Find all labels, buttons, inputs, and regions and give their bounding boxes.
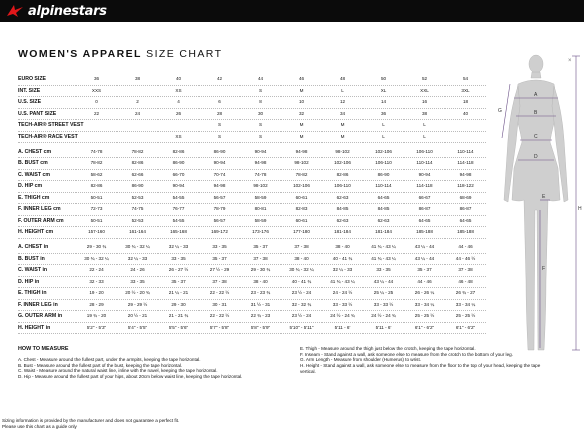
inch-cell: 37 - 38 [445, 265, 486, 277]
cm-cell: 52-53 [117, 215, 158, 227]
cm-cell: 82-86 [158, 147, 199, 158]
inch-cell: 35 - 37 [158, 276, 199, 288]
inch-cell: 26 ¾ - 27 [445, 288, 486, 300]
size-cell: 8 [240, 97, 281, 109]
footnote [2, 418, 179, 429]
inch-cell: 33 - 35 [117, 276, 158, 288]
inch-cell: 30 ¾ - 32 ¼ [281, 265, 322, 277]
size-cell: S [199, 120, 240, 132]
size-cell: 18 [445, 97, 486, 109]
cm-cell: 161-164 [117, 227, 158, 239]
inch-cell: 21 ¼ - 21 [158, 288, 199, 300]
size-cell: 32 [281, 108, 322, 120]
cm-cell: 169-172 [199, 227, 240, 239]
cm-cell: 84-85 [363, 204, 404, 216]
size-cell: 46 [281, 74, 322, 85]
cm-cell: 72-73 [76, 204, 117, 216]
inch-cell: 43 ¼ - 44 [404, 253, 445, 265]
cm-cell: 157-160 [76, 227, 117, 239]
inch-cell: 32 ¼ - 33 [322, 265, 363, 277]
cm-row-label: H. HEIGHT cm [18, 227, 76, 239]
size-row-label: U.S. PANT SIZE [18, 108, 76, 120]
cm-cell: 114-118 [404, 181, 445, 193]
inch-cell: 43 ¼ - 44 [404, 242, 445, 253]
cm-cell: 102-106 [363, 147, 404, 158]
inch-cell: 37 - 38 [199, 276, 240, 288]
size-cell: M [281, 85, 322, 97]
size-cell: L [363, 120, 404, 132]
inch-cell: 24 ½ - 24 ¾ [363, 311, 404, 323]
inch-cell: 44 - 46 ½ [445, 253, 486, 265]
cm-cell: 64-65 [404, 215, 445, 227]
body-measurement-figure [488, 50, 584, 380]
cm-cell: 74-78 [76, 147, 117, 158]
inch-row [18, 265, 486, 277]
brand-logo[interactable] [6, 3, 107, 19]
inch-cell: 29 - 30 [158, 299, 199, 311]
size-cell: 36 [363, 108, 404, 120]
size-row [18, 97, 486, 109]
size-cell [117, 131, 158, 143]
inch-cell: 31 ½ - 31 [240, 299, 281, 311]
inch-cell: 27 ½ - 29 [199, 265, 240, 277]
cm-cell: 78-82 [76, 158, 117, 170]
cm-cell: 94-98 [445, 169, 486, 181]
cm-cell: 114-118 [445, 158, 486, 170]
inch-cell: 26 - 26 ¼ [404, 288, 445, 300]
size-cell: XS [158, 85, 199, 97]
inch-cell: 19 ¾ - 20 [76, 311, 117, 323]
cm-cell: 80-81 [240, 204, 281, 216]
figure-label-c: C [534, 134, 538, 140]
cm-cell: 56-57 [199, 215, 240, 227]
inch-cell: 25 - 25 ½ [404, 311, 445, 323]
size-cell: M [322, 131, 363, 143]
cm-cell: 102-106 [281, 181, 322, 193]
inch-cell: 43 ¼ - 44 [363, 276, 404, 288]
figure-label-g: G [498, 108, 502, 114]
inch-row-label: B. BUST in [18, 253, 76, 265]
cm-row [18, 147, 486, 158]
inch-cell: 5'11 - 6' [322, 322, 363, 334]
cm-cell: 86-87 [404, 204, 445, 216]
inch-cell: 29 - 30 ¾ [76, 242, 117, 253]
inch-cell: 38 - 40 [281, 253, 322, 265]
figure-label-e: E [542, 194, 546, 200]
cm-cell: 90-94 [158, 181, 199, 193]
figure-label-d: D [534, 154, 538, 160]
cm-cell: 50-51 [76, 192, 117, 204]
cm-row [18, 215, 486, 227]
size-cell [158, 120, 199, 132]
inch-row [18, 276, 486, 288]
inch-cell: 29 - 30 ¾ [240, 265, 281, 277]
measure-chest-text: A. Chest - Measure around the fullest part, under the armpits, keeping the tape horizontal. [18, 357, 201, 362]
size-cell: 22 [76, 108, 117, 120]
inch-cell: 6'1" - 6'2" [445, 322, 486, 334]
size-cell: 24 [117, 108, 158, 120]
inch-cell: 33 - 35 [158, 253, 199, 265]
title-light: SIZE CHART [146, 48, 223, 60]
cm-cell: 185-188 [445, 227, 486, 239]
size-chart-table [18, 74, 486, 334]
brand-wordmark: alpinestars [28, 3, 107, 19]
footnote-line-1: Sizing information is provided by the manufacturer and does not guarantee a perfect fit. [2, 418, 180, 423]
inch-cell: 28 - 29 [76, 299, 117, 311]
size-cell: 26 [158, 108, 199, 120]
size-cell: 3XL [445, 85, 486, 97]
inch-row [18, 288, 486, 300]
inch-cell: 40 - 41 ¾ [322, 253, 363, 265]
cm-cell: 62-66 [117, 169, 158, 181]
size-row [18, 74, 486, 85]
cm-cell: 106-110 [404, 147, 445, 158]
cm-cell: 98-102 [322, 147, 363, 158]
size-cell: 12 [322, 97, 363, 109]
inch-cell: 33 - 35 [363, 265, 404, 277]
inch-cell: 20 ½ - 20 ¾ [117, 288, 158, 300]
close-icon[interactable]: × [568, 58, 572, 64]
cm-cell: 62-63 [363, 215, 404, 227]
inch-row-label: C. WAIST in [18, 265, 76, 277]
inch-cell: 35 - 37 [199, 253, 240, 265]
cm-cell: 94-98 [199, 181, 240, 193]
inch-row [18, 322, 486, 334]
size-cell: 10 [281, 97, 322, 109]
size-row [18, 120, 486, 132]
inch-row [18, 299, 486, 311]
size-cell: 0 [76, 97, 117, 109]
inch-cell: 41 ¾ - 43 ¼ [363, 242, 404, 253]
size-cell: L [322, 85, 363, 97]
cm-cell: 58-59 [240, 215, 281, 227]
inch-cell: 25 ¼ - 25 [363, 288, 404, 300]
size-cell: 2 [117, 97, 158, 109]
inch-row-label: G. OUTER ARM in [18, 311, 76, 323]
cm-cell: 50-51 [76, 215, 117, 227]
measure-inseam-text: F. Inseam - Stand against a wall, ask someone else to measure from the crotch to the bottom of your leg. [300, 351, 513, 357]
cm-cell: 64-65 [363, 192, 404, 204]
inch-cell: 44 - 46 [445, 242, 486, 253]
inch-cell: 22 ¾ - 23 [240, 311, 281, 323]
inch-cell: 29 - 29 ½ [117, 299, 158, 311]
inch-cell: 32 ¼ - 33 [158, 242, 199, 253]
inch-cell: 22 - 22 ½ [199, 311, 240, 323]
inch-cell: 30 ¾ - 32 ¼ [76, 253, 117, 265]
size-cell: M [322, 120, 363, 132]
how-to-measure-title: HOW TO MEASURE [18, 346, 69, 352]
inch-cell: 32 ¼ - 33 [117, 253, 158, 265]
measure-arm-text: G. Arm Length - Measure from shoulder (Humerus) to wrist. [300, 357, 422, 363]
size-cell: L [363, 131, 404, 143]
cm-cell: 90-94 [199, 158, 240, 170]
inch-cell: 26 - 27 ½ [158, 265, 199, 277]
measure-thigh-text: E. Thigh - Measure around the thigh just below the crotch, keeping the tape horizontal. [300, 346, 476, 351]
how-to-measure-left [18, 357, 242, 380]
cm-cell: 173-176 [240, 227, 281, 239]
figure-label-b: B [534, 110, 538, 116]
inch-cell: 41 ¾ - 43 ¼ [363, 253, 404, 265]
cm-cell: 86-90 [117, 181, 158, 193]
inch-cell: 22 - 24 [76, 265, 117, 277]
measure-height-text: H. Height - Stand against a wall, ask someone else to measure from the floor to the top of your head, keeping the tape [300, 363, 541, 369]
inch-cell: 33 - 34 ¼ [445, 299, 486, 311]
size-row-label: U.S. SIZE [18, 97, 76, 109]
cm-cell: 165-168 [158, 227, 199, 239]
cm-cell: 106-110 [322, 181, 363, 193]
cm-cell: 82-86 [76, 181, 117, 193]
cm-cell: 82-83 [281, 204, 322, 216]
inch-cell: 24 - 24 ½ [322, 288, 363, 300]
inch-cell: 35 - 37 [240, 242, 281, 253]
cm-row [18, 227, 486, 239]
female-silhouette-icon [488, 50, 584, 380]
inch-row [18, 311, 486, 323]
inch-row-label: D. HIP in [18, 276, 76, 288]
size-cell [445, 131, 486, 143]
cm-cell: 64-65 [445, 215, 486, 227]
inch-cell: 5'10" - 5'11" [281, 322, 322, 334]
cm-cell: 78-82 [281, 169, 322, 181]
inch-cell: 46 - 48 [445, 276, 486, 288]
inch-cell: 25 - 25 ½ [445, 311, 486, 323]
size-row [18, 131, 486, 143]
cm-cell: 98-102 [240, 181, 281, 193]
size-cell: 14 [363, 97, 404, 109]
size-cell: 34 [322, 108, 363, 120]
size-cell: 28 [199, 108, 240, 120]
inch-cell: 44 - 46 [404, 276, 445, 288]
size-row [18, 85, 486, 97]
cm-cell: 70-74 [199, 169, 240, 181]
size-cell: 54 [445, 74, 486, 85]
size-row [18, 108, 486, 120]
cm-cell: 110-114 [363, 181, 404, 193]
cm-cell: 68-69 [445, 192, 486, 204]
inch-cell: 40 - 41 ¾ [281, 276, 322, 288]
size-cell: 44 [240, 74, 281, 85]
size-cell [199, 85, 240, 97]
cm-cell: 66-70 [158, 169, 199, 181]
inch-cell: 20 ½ - 21 [117, 311, 158, 323]
brand-header [0, 0, 584, 22]
inch-cell: 24 - 26 [117, 265, 158, 277]
size-cell: S [240, 131, 281, 143]
cm-cell: 84-85 [322, 204, 363, 216]
inch-cell: 6'1" - 6'2" [404, 322, 445, 334]
cm-row-label: D. HIP cm [18, 181, 76, 193]
cm-cell: 56-57 [199, 192, 240, 204]
size-cell: 36 [76, 74, 117, 85]
cm-cell: 78-82 [117, 147, 158, 158]
cm-row-label: F. OUTER ARM cm [18, 215, 76, 227]
inch-row-label: A. CHEST in [18, 242, 76, 253]
cm-cell: 52-53 [117, 192, 158, 204]
inch-cell: 33 - 35 [199, 242, 240, 253]
size-cell: 40 [158, 74, 199, 85]
cm-cell: 106-110 [363, 158, 404, 170]
inch-cell: 5'4" - 5'5" [117, 322, 158, 334]
inch-cell: 5'11 - 6' [363, 322, 404, 334]
inch-cell: 41 ¾ - 43 ¼ [322, 276, 363, 288]
size-cell: XL [363, 85, 404, 97]
inch-cell: 5'2" - 5'3" [76, 322, 117, 334]
cm-row [18, 181, 486, 193]
cm-cell: 94-98 [240, 158, 281, 170]
size-cell: XXL [404, 85, 445, 97]
measure-height-text-cont: vertical. [300, 368, 316, 374]
inch-row-label: F. INNER LEG in [18, 299, 76, 311]
inch-cell: 32 - 33 [76, 276, 117, 288]
size-cell: M [281, 131, 322, 143]
inch-cell: 23 ½ - 24 [281, 288, 322, 300]
inch-cell: 37 - 38 [240, 253, 281, 265]
inch-cell: 30 - 31 [199, 299, 240, 311]
figure-label-a: A [534, 92, 538, 98]
size-cell: 50 [363, 74, 404, 85]
size-cell: L [404, 120, 445, 132]
cm-cell: 60-61 [281, 192, 322, 204]
size-cell: XXS [76, 85, 117, 97]
title-bold: WOMEN'S APPAREL [18, 48, 142, 60]
cm-cell: 66-67 [404, 192, 445, 204]
cm-cell: 78-79 [199, 204, 240, 216]
cm-cell: 102-106 [322, 158, 363, 170]
figure-label-f: F [542, 266, 546, 272]
inch-row-label: E. THIGH in [18, 288, 76, 300]
cm-cell: 54-55 [158, 192, 199, 204]
inch-cell: 33 - 33 ½ [363, 299, 404, 311]
size-cell [76, 131, 117, 143]
cm-cell: 98-102 [281, 158, 322, 170]
size-cell: S [199, 131, 240, 143]
size-row-label: TECH-AIR® RACE VEST [18, 131, 76, 143]
inch-cell: 38 - 40 [322, 242, 363, 253]
size-cell [117, 120, 158, 132]
cm-cell: 58-59 [240, 192, 281, 204]
measure-waist-text: C. Waist - Measure around the natural waist line, inline with the navel, keeping the tape horizontal. [18, 368, 218, 374]
figure-label-h: H [578, 206, 582, 212]
cm-cell: 94-98 [281, 147, 322, 158]
size-cell [117, 85, 158, 97]
cm-cell: 86-87 [445, 204, 486, 216]
size-cell: 52 [404, 74, 445, 85]
size-cell [445, 120, 486, 132]
cm-cell: 86-90 [363, 169, 404, 181]
inch-cell: 33 - 33 ½ [322, 299, 363, 311]
cm-cell: 74-78 [240, 169, 281, 181]
inch-cell: 33 - 34 ¼ [404, 299, 445, 311]
cm-row-label: A. CHEST cm [18, 147, 76, 158]
cm-row [18, 169, 486, 181]
inch-cell: 38 - 40 [240, 276, 281, 288]
alpinestars-star-icon [6, 4, 24, 18]
cm-cell: 185-188 [404, 227, 445, 239]
cm-cell: 76-77 [158, 204, 199, 216]
inch-cell: 24 ½ - 24 ¾ [322, 311, 363, 323]
size-cell: S [240, 85, 281, 97]
cm-row-label: B. BUST cm [18, 158, 76, 170]
cm-cell: 181-184 [322, 227, 363, 239]
size-cell: 4 [158, 97, 199, 109]
footnote-line-2: Please use this chart as a guide only [2, 423, 77, 429]
size-row-label: EURO SIZE [18, 74, 76, 85]
size-cell: 6 [199, 97, 240, 109]
cm-cell: 60-61 [281, 215, 322, 227]
size-cell: 42 [199, 74, 240, 85]
cm-cell: 90-94 [240, 147, 281, 158]
cm-row [18, 158, 486, 170]
inch-cell: 23 - 23 ¾ [240, 288, 281, 300]
cm-cell: 82-86 [117, 158, 158, 170]
size-row-label: TECH-AIR® STREET VEST [18, 120, 76, 132]
cm-cell: 58-62 [76, 169, 117, 181]
cm-row-label: E. THIGH cm [18, 192, 76, 204]
inch-row [18, 242, 486, 253]
cm-cell: 110-114 [445, 147, 486, 158]
cm-cell: 62-63 [322, 215, 363, 227]
inch-cell: 22 - 22 ½ [199, 288, 240, 300]
cm-cell: 74-75 [117, 204, 158, 216]
cm-cell: 86-90 [199, 147, 240, 158]
size-cell: 48 [322, 74, 363, 85]
size-cell: 38 [404, 108, 445, 120]
inch-cell: 19 - 20 [76, 288, 117, 300]
cm-cell: 110-114 [404, 158, 445, 170]
inch-cell: 37 - 38 [281, 242, 322, 253]
size-cell: M [281, 120, 322, 132]
inch-cell: 32 - 32 ¾ [281, 299, 322, 311]
cm-cell: 118-122 [445, 181, 486, 193]
cm-cell: 54-55 [158, 215, 199, 227]
cm-cell: 90-94 [404, 169, 445, 181]
inch-cell: 23 ½ - 24 [281, 311, 322, 323]
cm-cell: 82-86 [322, 169, 363, 181]
cm-row-label: C. WAIST cm [18, 169, 76, 181]
cm-cell: 62-63 [322, 192, 363, 204]
size-cell: S [240, 120, 281, 132]
inch-row [18, 253, 486, 265]
cm-cell: 181-184 [363, 227, 404, 239]
cm-row-label: F. INNER LEG cm [18, 204, 76, 216]
page-title [18, 48, 222, 60]
size-row-label: INT. SIZE [18, 85, 76, 97]
measure-bust-text: B. Bust - Measure around the fullest part of the bust, keeping the tape horizontal. [18, 362, 183, 368]
size-cell: 38 [117, 74, 158, 85]
inch-cell: 30 ¾ - 32 ¼ [117, 242, 158, 253]
size-cell: 40 [445, 108, 486, 120]
inch-cell: 5'7" - 5'8" [199, 322, 240, 334]
size-cell: L [404, 131, 445, 143]
size-cell: XS [158, 131, 199, 143]
cm-cell: 177-180 [281, 227, 322, 239]
inch-cell: 21 - 21 ¾ [158, 311, 199, 323]
size-cell: 30 [240, 108, 281, 120]
size-cell: 16 [404, 97, 445, 109]
cm-cell: 86-90 [158, 158, 199, 170]
measure-hip-text: D. Hip - Measure around the fullest part of your hips, about 20cm below waist line, keeping the tape horizontal. [18, 374, 243, 380]
inch-cell: 5'8" - 5'9" [240, 322, 281, 334]
cm-row [18, 192, 486, 204]
cm-row [18, 204, 486, 216]
inch-cell: 35 - 37 [404, 265, 445, 277]
inch-row-label: H. HEIGHT in [18, 322, 76, 334]
inch-cell: 5'5" - 5'6" [158, 322, 199, 334]
